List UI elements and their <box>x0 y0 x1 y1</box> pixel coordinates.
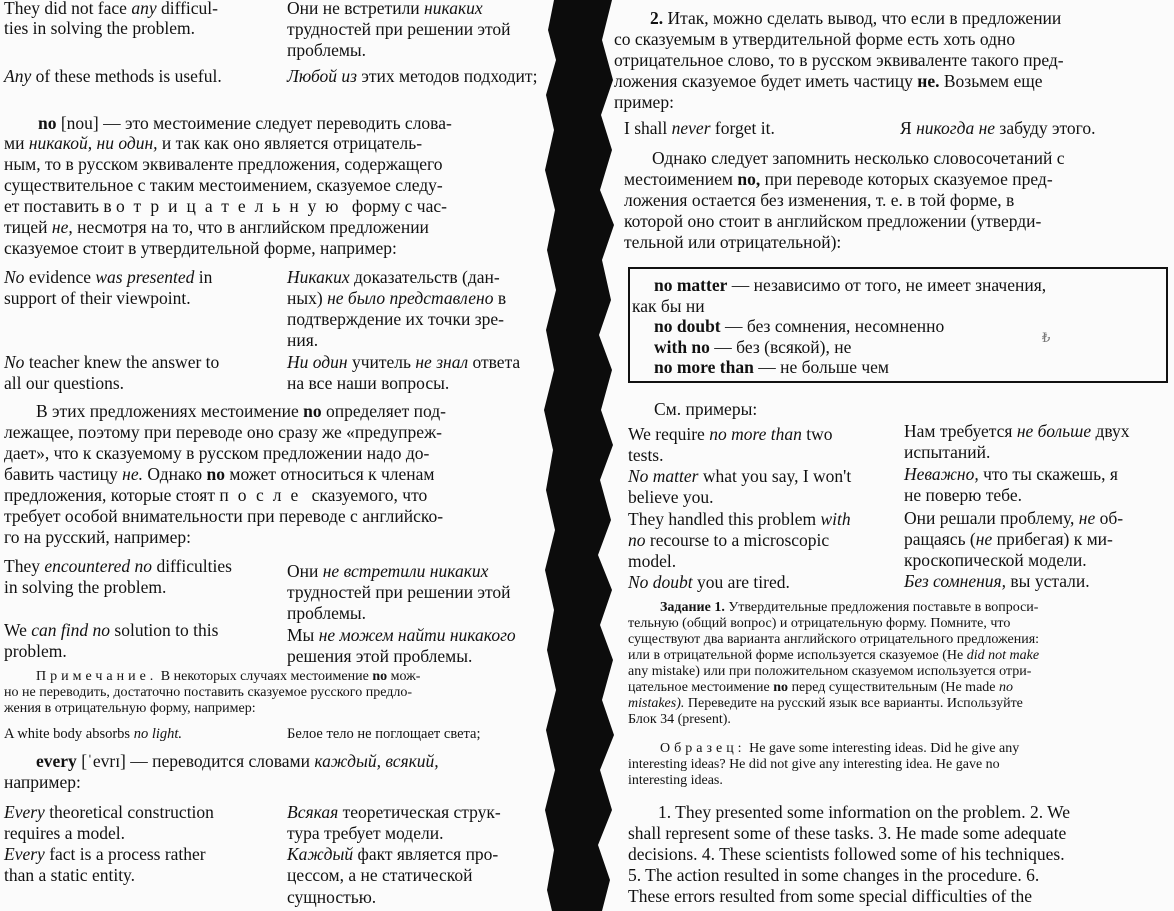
example-en: than a static entity. <box>4 865 136 885</box>
exercise-line: These errors resulted from some special difficulties of the <box>628 886 1032 906</box>
example-en: Every theoretical construction <box>4 802 214 822</box>
example-ru: Нам требуется не больше двух <box>904 421 1130 441</box>
example-en: No teacher knew the answer to <box>4 352 220 372</box>
example-ru: Ни один учитель не знал ответа <box>287 352 521 372</box>
paragraph-line: Однако следует запомнить несколько словосочетаний с <box>652 148 1065 168</box>
example-en: ties in solving the problem. <box>4 18 196 38</box>
example-en: They handled this problem with <box>628 509 851 529</box>
paragraph-line: no [nou] — это местоимение следует переводить слова- <box>38 113 452 133</box>
example-en: requires a model. <box>4 823 125 843</box>
example-en: I shall never forget it. <box>624 118 775 138</box>
example-en: Every fact is a process rather <box>4 844 206 864</box>
example-en: No doubt you are tired. <box>628 572 790 592</box>
phrase-entry: как бы ни <box>632 296 705 316</box>
example-en: in solving the problem. <box>4 577 167 597</box>
example-ru: проблемы. <box>287 603 367 623</box>
example-en: No evidence was presented in <box>4 267 213 287</box>
sample-line: interesting ideas? He did not give any interesting idea. He gave no <box>628 757 1000 772</box>
paragraph-line: го на русский, например: <box>4 527 191 547</box>
paragraph-line: пример: <box>614 92 674 112</box>
example-en: They did not face any difficul- <box>4 0 218 18</box>
example-ru: Всякая теоретическая струк- <box>287 802 501 822</box>
task-line: существуют два варианта английского отрицательного предложения: <box>628 632 1040 647</box>
phrase-entry: no more than — не больше чем <box>654 357 889 377</box>
paragraph-line: сказуемое стоит в утвердительной форме, например: <box>4 238 397 258</box>
paragraph-line: тельной или отрицательной): <box>624 232 842 252</box>
note-line: но не переводить, достаточно поставить сказуемое русского предло- <box>4 685 412 700</box>
example-en: model. <box>628 551 677 571</box>
left-page <box>0 0 548 911</box>
task-line: mistakes). Переведите на русский язык все варианты. Используйте <box>628 696 1023 711</box>
example-en: support of their viewpoint. <box>4 288 191 308</box>
example-en: no recourse to a microscopic <box>628 530 830 550</box>
torn-gutter-shadow <box>544 0 614 911</box>
example-ru: Без сомнения, вы устали. <box>904 571 1090 591</box>
example-ru: тура требует модели. <box>287 823 444 843</box>
example-ru: Любой из этих методов подходит; <box>287 66 538 86</box>
example-ru: Никаких доказательств (дан- <box>287 267 500 287</box>
example-en: They encountered no difficulties <box>4 556 232 576</box>
phrase-entry: no doubt — без сомнения, несомненно <box>654 316 945 336</box>
example-ru: решения этой проблемы. <box>287 646 473 666</box>
paragraph-line: например: <box>4 772 81 792</box>
task-line: Блок 34 (present). <box>628 712 731 727</box>
paragraph-line: существительное с таким местоимением, сказуемое следу- <box>4 175 443 195</box>
task-line: цательное местоимение no перед существительным (He made no <box>628 680 1013 695</box>
example-ru: трудностей при решении этой <box>287 19 511 39</box>
example-ru: Они решали проблему, не об- <box>904 508 1124 528</box>
example-ru: ных) не было представлено в <box>287 288 507 308</box>
paragraph-line: лежащее, поэтому при переводе оно сразу же «предупреж- <box>4 422 442 442</box>
paragraph-line: ложения остается без изменения, т. е. в той форме, в <box>624 190 1015 210</box>
task-line: any mistake) или при положительном сказуемом используется отри- <box>628 664 1032 679</box>
sample-line: interesting ideas. <box>628 773 723 788</box>
pencil-mark: ₺ <box>1042 330 1051 345</box>
exercise-line: decisions. 4. These scientists followed some of his techniques. <box>628 844 1065 864</box>
paragraph-line: См. примеры: <box>654 399 758 419</box>
torn-gutter <box>540 0 620 911</box>
example-en: problem. <box>4 641 67 661</box>
paragraph-line: В этих предложениях местоимение no определяет под- <box>36 401 446 421</box>
example-ru: Мы не можем найти никакого <box>287 625 516 645</box>
note-line: жения в отрицательную форму, например: <box>4 701 256 716</box>
example-en: No matter what you say, I won't <box>628 466 852 486</box>
example-ru: Неважно, что ты скажешь, я <box>904 464 1118 484</box>
example-en: all our questions. <box>4 373 125 393</box>
task-line: Задание 1. Утвердительные предложения поставьте в вопроси- <box>660 600 1039 615</box>
example-en: Any of these methods is useful. <box>4 66 222 86</box>
paragraph-line: ми никакой, ни один, и так как оно является отрицатель- <box>4 133 423 153</box>
example-ru: не поверю тебе. <box>904 485 1022 505</box>
exercise-line: 5. The action resulted in some changes in the procedure. 6. <box>628 865 1040 885</box>
example-ru: трудностей при решении этой <box>287 582 511 602</box>
example-en: A white body absorbs no light. <box>4 726 183 742</box>
paragraph-line: бавить частицу не. Однако no может относиться к членам <box>4 464 435 484</box>
note-line: Примечание. В некоторых случаях местоимение no мож- <box>36 669 421 684</box>
example-ru: на все наши вопросы. <box>287 373 450 393</box>
paragraph-line: которой оно стоит в английском предложении (утверди- <box>624 211 1042 231</box>
task-line: тельную (общий вопрос) и отрицательную форму. Помните, что <box>628 616 1011 631</box>
phrase-entry: with no — без (всякой), не <box>654 337 852 357</box>
task-line: или в отрицательной форме используется сказуемое (He did not make <box>628 648 1040 663</box>
example-ru: проблемы. <box>287 40 367 60</box>
right-page <box>614 0 1174 911</box>
example-en: We can find no solution to this <box>4 620 219 640</box>
paragraph-line: со сказуемым в утвердительной форме есть хоть одно <box>614 29 1016 49</box>
example-ru: ния. <box>287 330 319 350</box>
paragraph-line: ложения сказуемое будет иметь частицу не. Возьмем еще <box>614 71 1043 91</box>
paragraph-line: отрицательное слово, то в русском эквиваленте такого пред- <box>614 50 1064 70</box>
example-en: tests. <box>628 445 664 465</box>
example-ru: Я никогда не забуду этого. <box>900 118 1096 138</box>
example-ru: Каждый факт является про- <box>287 844 499 864</box>
sample-line: Образец: He gave some interesting ideas. Did he give any <box>660 741 1020 756</box>
example-ru: цессом, а не статической <box>287 865 473 885</box>
paragraph-line: ным, то в русском эквиваленте предложения, содержащего <box>4 154 443 174</box>
paragraph-line: 2. Итак, можно сделать вывод, что если в предложении <box>650 8 1062 28</box>
example-ru: Они не встретили никаких <box>287 561 489 581</box>
paragraph-line: предложения, которые стоят после сказуемого, что <box>4 485 428 505</box>
paragraph-line: дает», что к сказуемому в русском предложении надо до- <box>4 443 430 463</box>
example-ru: сущностью. <box>287 887 377 907</box>
example-ru: кроскопической модели. <box>904 550 1087 570</box>
paragraph-line: требует особой внимательности при переводе с английско- <box>4 506 444 526</box>
example-en: We require no more than two <box>628 424 833 444</box>
example-ru: Они не встретили никаких <box>287 0 483 18</box>
exercise-line: 1. They presented some information on the problem. 2. We <box>658 802 1071 822</box>
example-ru: ращаясь (не прибегая) к ми- <box>904 529 1113 549</box>
example-ru: подтверждение их точки зре- <box>287 309 504 329</box>
paragraph-line: местоимением no, при переводе которых сказуемое пред- <box>624 169 1053 189</box>
example-en: believe you. <box>628 487 714 507</box>
phrase-entry: no matter — независимо от того, не имеет значения, <box>654 275 1047 295</box>
example-ru: Белое тело не поглощает света; <box>287 726 481 742</box>
paragraph-line: ет поставить в отрицательную форму с час- <box>4 196 447 216</box>
exercise-line: shall represent some of these tasks. 3. He made some adequate <box>628 823 1067 843</box>
paragraph-line: тицей не, несмотря на то, что в английском предложении <box>4 217 429 237</box>
paragraph-line: every [ˈevrɪ] — переводится словами каждый, всякий, <box>36 751 439 771</box>
example-ru: испытаний. <box>904 442 991 462</box>
